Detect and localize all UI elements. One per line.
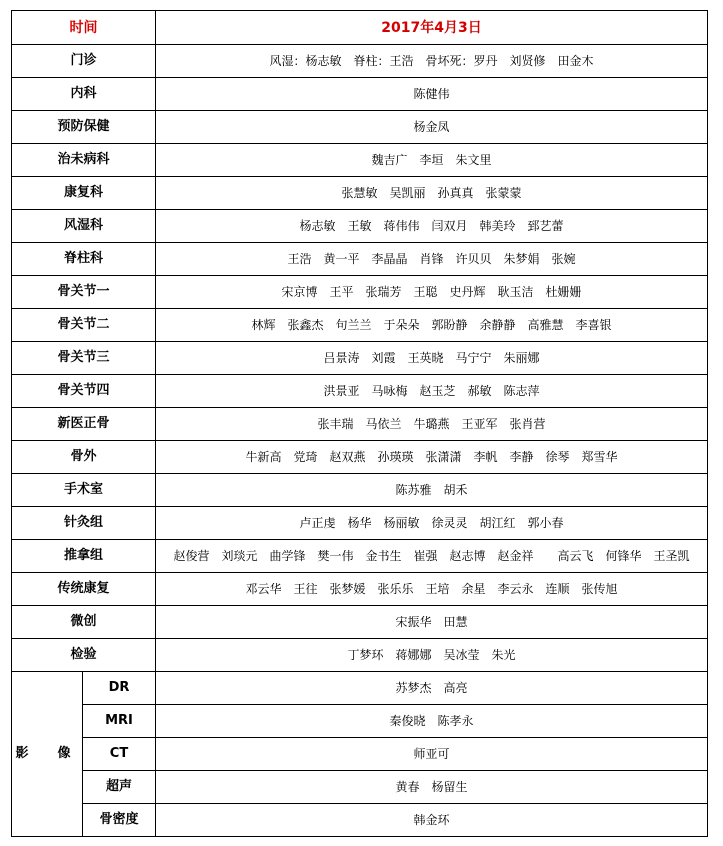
schedule-body	[12, 11, 708, 837]
department-name: 骨关节三	[12, 342, 156, 375]
department-name: 风湿科	[12, 210, 156, 243]
department-name: 内科	[12, 78, 156, 111]
staff-list: 韩金环	[156, 804, 708, 837]
department-name: 针灸组	[12, 507, 156, 540]
staff-list: 吕景涛 刘霞 王英晓 马宁宁 朱丽娜	[156, 342, 708, 375]
department-row	[12, 342, 708, 375]
date-value: 2017年4月3日	[156, 11, 708, 45]
department-row	[12, 177, 708, 210]
department-row	[12, 606, 708, 639]
imaging-subunit: MRI	[83, 705, 156, 738]
imaging-subunit: 骨密度	[83, 804, 156, 837]
department-row	[12, 144, 708, 177]
department-name: 骨关节四	[12, 375, 156, 408]
staff-list: 牛新高 党琦 赵双燕 孙瑛瑛 张潇潇 李帆 李静 徐琴 郑雪华	[156, 441, 708, 474]
department-row	[12, 210, 708, 243]
department-name: 新医正骨	[12, 408, 156, 441]
department-row	[12, 111, 708, 144]
staff-list: 师亚可	[156, 738, 708, 771]
imaging-subunit: 超声	[83, 771, 156, 804]
duty-schedule-table	[11, 10, 708, 837]
department-row	[12, 408, 708, 441]
department-name: 门诊	[12, 45, 156, 78]
staff-list: 张丰瑞 马依兰 牛璐燕 王亚军 张肖营	[156, 408, 708, 441]
department-row	[12, 441, 708, 474]
staff-list: 洪景亚 马咏梅 赵玉芝 郝敏 陈志萍	[156, 375, 708, 408]
department-row	[12, 507, 708, 540]
staff-list: 王浩 黄一平 李晶晶 肖锋 许贝贝 朱梦娟 张婉	[156, 243, 708, 276]
department-name: 骨关节二	[12, 309, 156, 342]
staff-list: 陈苏雅 胡禾	[156, 474, 708, 507]
department-row	[12, 309, 708, 342]
staff-list: 杨志敏 王敏 蒋伟伟 闫双月 韩美玲 郅艺蕾	[156, 210, 708, 243]
staff-list: 魏吉广 李垣 朱文里	[156, 144, 708, 177]
department-name: 骨外	[12, 441, 156, 474]
department-row	[12, 474, 708, 507]
imaging-row	[12, 804, 708, 837]
time-label: 时间	[12, 11, 156, 45]
department-name: 传统康复	[12, 573, 156, 606]
department-name: 骨关节一	[12, 276, 156, 309]
staff-list: 秦俊晓 陈孝永	[156, 705, 708, 738]
staff-list: 丁梦环 蒋娜娜 吴冰莹 朱光	[156, 639, 708, 672]
staff-list: 陈健伟	[156, 78, 708, 111]
imaging-row	[12, 705, 708, 738]
department-row	[12, 243, 708, 276]
staff-list: 赵俊营 刘琰元 曲学锋 樊一伟 金书生 崔强 赵志博 赵金祥 高云飞 何锋华 王圣凯	[156, 540, 708, 573]
department-name: 推拿组	[12, 540, 156, 573]
staff-list: 张慧敏 吴凯丽 孙真真 张蒙蒙	[156, 177, 708, 210]
imaging-row	[12, 738, 708, 771]
staff-list: 邓云华 王往 张梦媛 张乐乐 王培 余星 李云永 连顺 张传旭	[156, 573, 708, 606]
department-name: 预防保健	[12, 111, 156, 144]
staff-list: 宋京博 王平 张瑞芳 王聪 史丹辉 耿玉洁 杜姗姗	[156, 276, 708, 309]
department-row	[12, 639, 708, 672]
department-row	[12, 78, 708, 111]
imaging-subunit: CT	[83, 738, 156, 771]
department-name: 检验	[12, 639, 156, 672]
staff-list: 苏梦杰 高亮	[156, 672, 708, 705]
department-row	[12, 375, 708, 408]
department-row	[12, 573, 708, 606]
department-row	[12, 276, 708, 309]
department-name: 脊柱科	[12, 243, 156, 276]
department-row	[12, 540, 708, 573]
staff-list: 卢正虔 杨华 杨丽敏 徐灵灵 胡江红 郭小春	[156, 507, 708, 540]
staff-list: 杨金凤	[156, 111, 708, 144]
department-name: 微创	[12, 606, 156, 639]
staff-list: 宋振华 田慧	[156, 606, 708, 639]
department-name: 康复科	[12, 177, 156, 210]
department-row	[12, 45, 708, 78]
imaging-group-label: 影 像	[12, 672, 83, 837]
department-name: 手术室	[12, 474, 156, 507]
imaging-row	[12, 672, 708, 705]
staff-list: 风湿：杨志敏 脊柱：王浩 骨坏死：罗丹 刘贤修 田金木	[156, 45, 708, 78]
imaging-row	[12, 771, 708, 804]
staff-list: 林辉 张鑫杰 句兰兰 于朵朵 郭盼静 余静静 高雅慧 李喜银	[156, 309, 708, 342]
header-row	[12, 11, 708, 45]
department-name: 治未病科	[12, 144, 156, 177]
staff-list: 黄春 杨留生	[156, 771, 708, 804]
imaging-subunit: DR	[83, 672, 156, 705]
